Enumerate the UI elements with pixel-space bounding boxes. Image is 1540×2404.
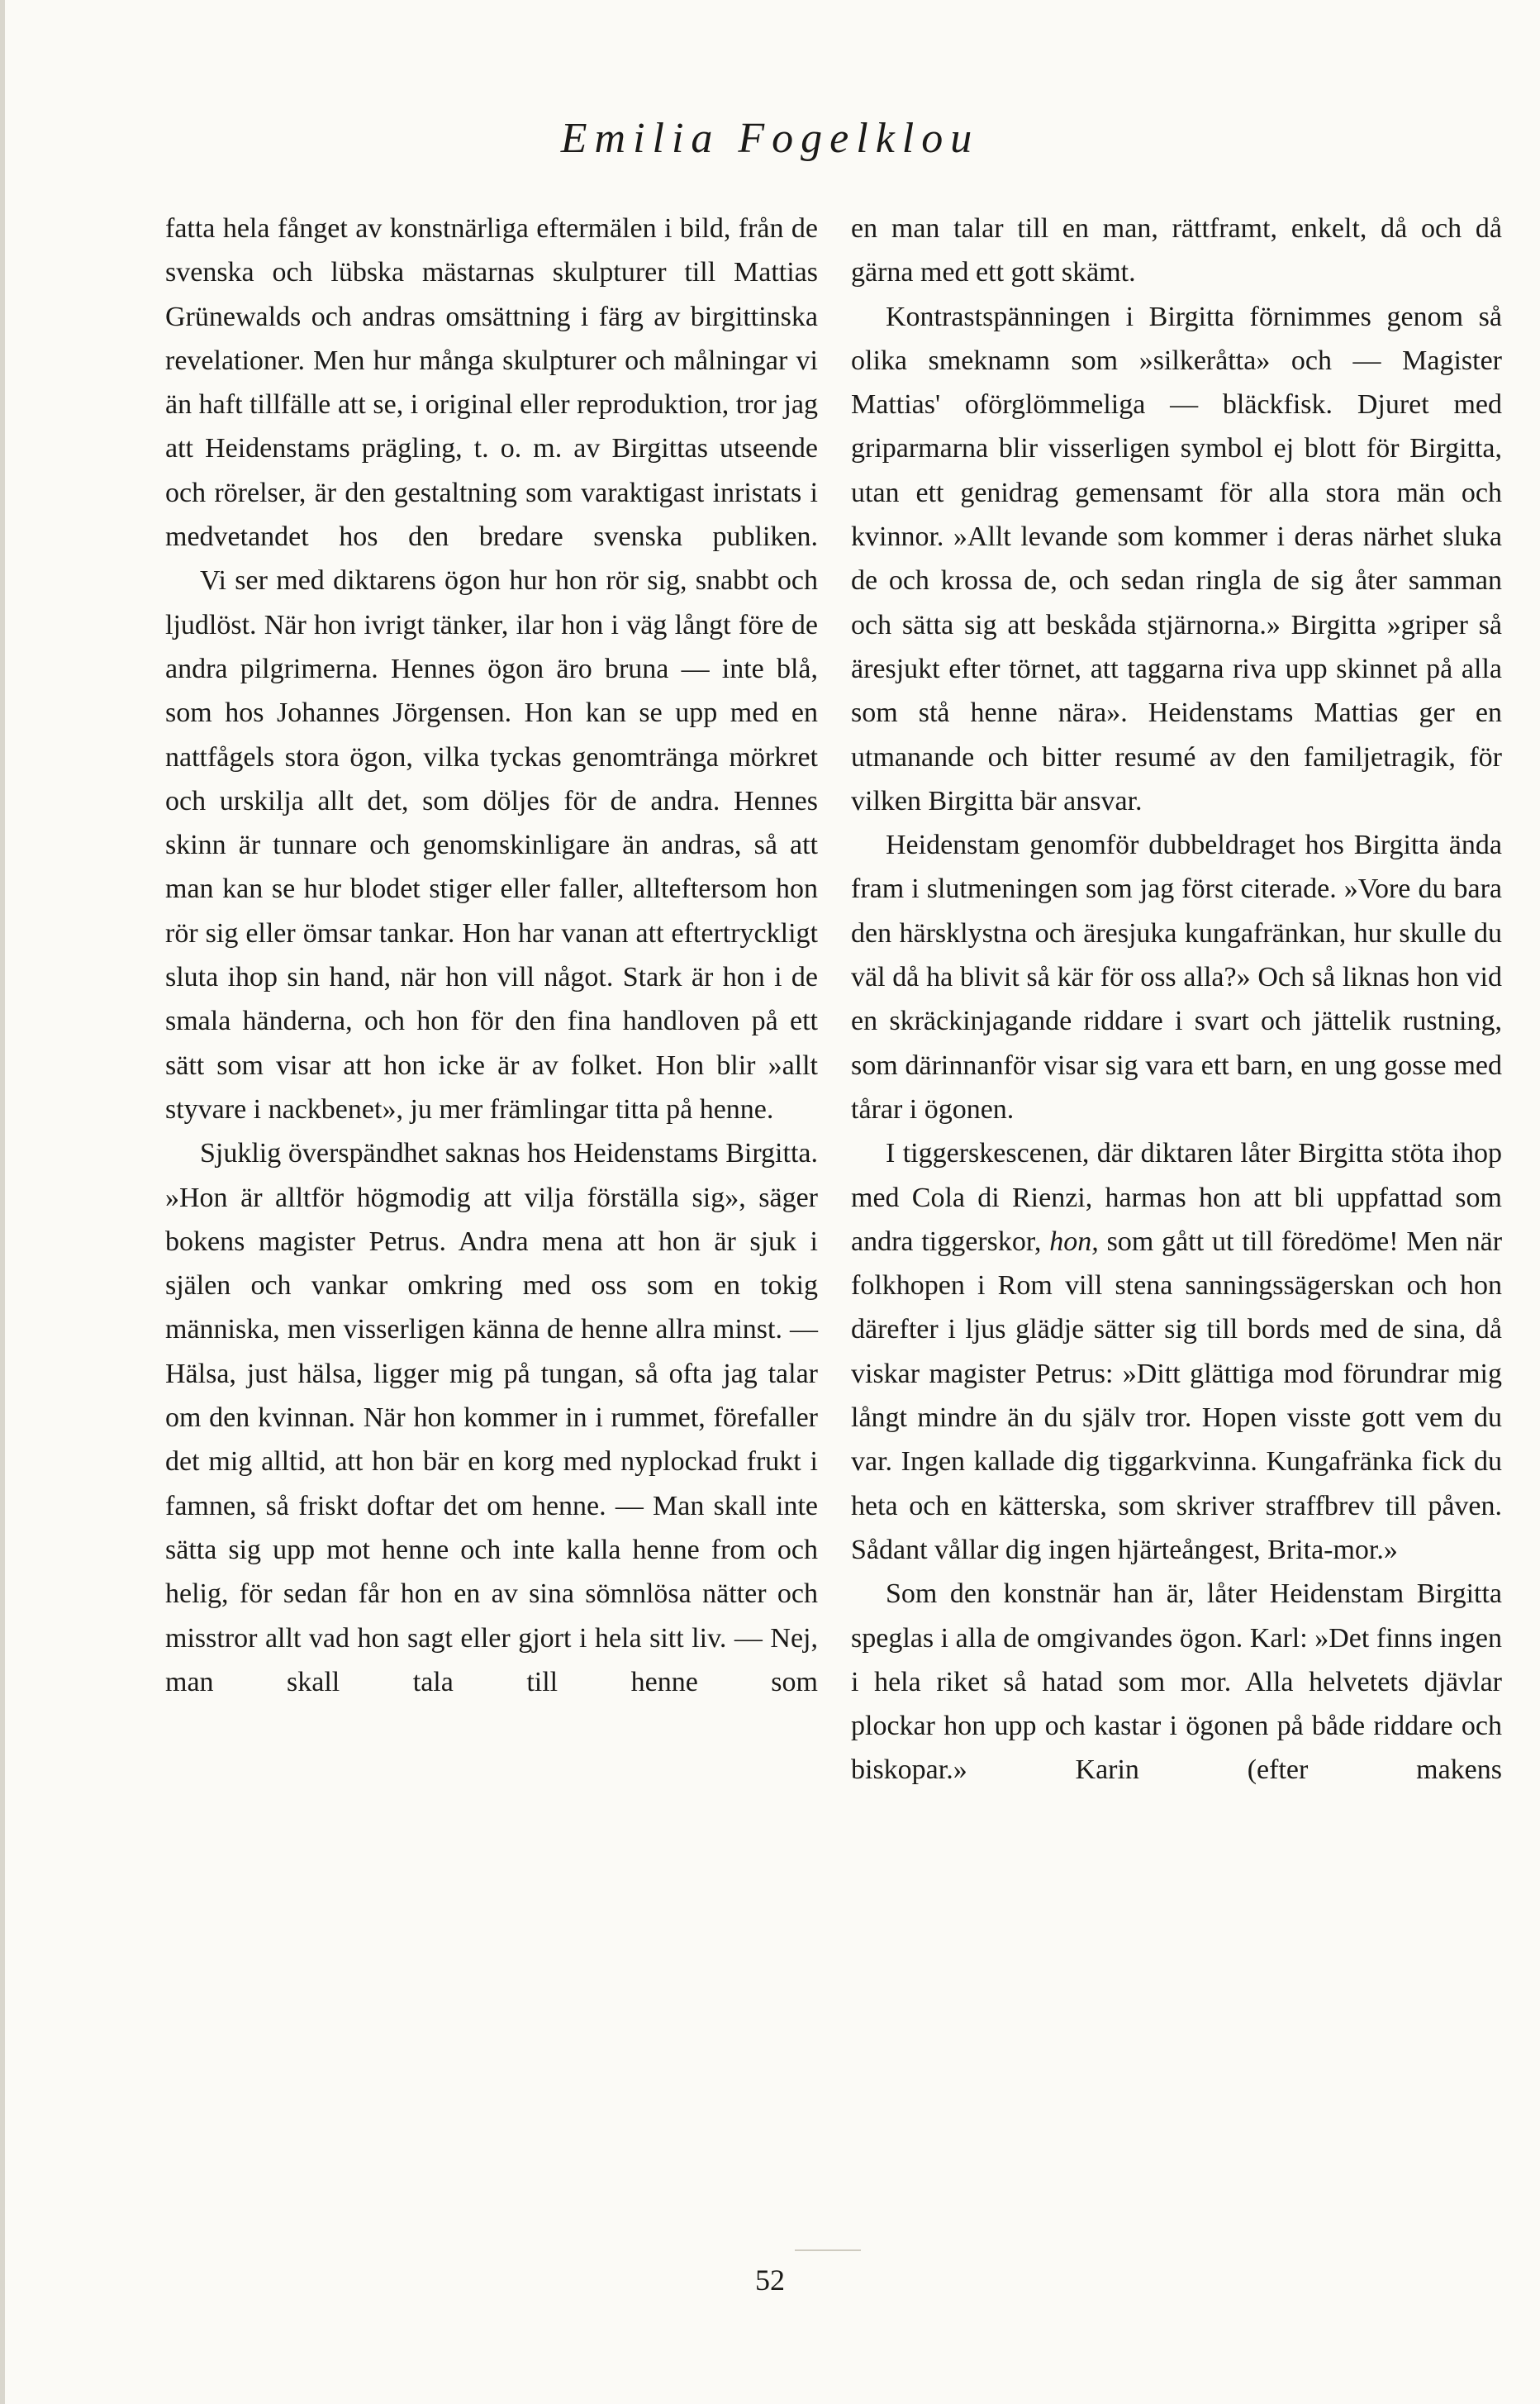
footer-rule [795,2249,861,2251]
page-number: 52 [755,2264,785,2297]
paragraph: Kontrastspänningen i Birgitta förnimmes genom så olika smeknamn som »silkeråtta» och — Magister Mattias' oförglömmeliga — bläckfisk. Djuret med griparmarna blir visserligen symbol ej blott för Birgitta, utan ett genidrag gemensamt för alla stora män och kvinnor. »Allt levande som kommer i deras närhet sluka de och krossa de, och sedan ringla de sig åter samman och sätta sig att beskåda stjärnorna.» Birgitta »griper så äresjukt efter törnet, att taggarna riva upp skinnet på alla som stå henne nära». Heidenstams Mattias ger en utmanande och bitter resumé av den familjetragik, för vilken Birgitta bär ansvar. [851,301,1502,816]
running-head-author: Emilia Fogelklou [560,115,980,162]
paragraph: Vi ser med diktarens ögon hur hon rör sig, snabbt och ljudlöst. När hon ivrigt tänker, ilar hon i väg långt före de andra pilgrimerna. Hennes ögon äro bruna — inte blå, som hos Johannes Jörgensen. Hon kan se upp med en nattfågels stora ögon, vilka tyckas genomtränga mörkret och urskilja allt det, som döljes för de andra. Hennes skinn är tunnare och genomskinligare än andras, så att man kan se hur blodet stiger eller faller, allteftersom hon rör sig eller ömsar tankar. Hon har vanan att eftertryckligt sluta ihop sin hand, när hon vill något. Stark är hon i de smala händerna, och hon för den fina handloven på ett sätt som visar att hon icke är av folket. Hon blir »allt styvare i nackbenet», ju mer främlingar titta på henne. [165,565,818,1125]
paragraph: Heidenstam genomför dubbeldraget hos Birgitta ända fram i slutmeningen som jag först citerade. »Vore du bara den härsklystna och äresjuka kungafränkan, hur skulle du väl då ha blivit så kär för oss alla?» Och så liknas hon vid en skräckinjagande riddare i svart och jättelik rustning, som därinnanför visar sig vara ett barn, en ung gosse med tårar i ögonen. [851,830,1502,1125]
left-column [165,207,818,1704]
paragraph-text: I tiggerskescenen, där diktaren låter Birgitta stöta ihop med Cola di Rienzi, harmas hon att bli uppfattad som andra tiggerskor, [851,1138,1502,1257]
italic-word: hon, [1049,1226,1099,1257]
paragraph: Som den konstnär han är, låter Heidenstam Birgitta speglas i alla de omgivandes ögon. Karl: »Det finns ingen i hela riket så hatad som mor. Alla helvetets djävlar plockar hon upp och kastar i ögonen på både riddare och biskopar.» Karin (efter makens [851,1578,1502,1786]
paragraph [851,1131,1502,1572]
paragraph: en man talar till en man, rättframt, enkelt, då och då gärna med ett gott skämt. [851,213,1502,288]
paragraph: fatta hela fånget av konstnärliga eftermälen i bild, från de svenska och lübska mästarnas skulpturer till Mattias Grünewalds och andras omsättning i färg av birgittinska revelationer. Men hur många skulpturer och målningar vi än haft tillfälle att se, i original eller reproduktion, tror jag att Heidenstams prägling, t. o. m. av Birgittas utseende och rörelser, är den gestaltning som varaktigast inristats i medvetandet hos den bredare svenska publiken. [165,213,818,553]
paragraph: Sjuklig överspändhet saknas hos Heidenstams Birgitta. »Hon är alltför högmodig att vilja förställa sig», säger bokens magister Petrus. Andra mena att hon är sjuk i själen och vankar omkring med oss som en tokig människa, men visserligen känna de henne allra minst. — Hälsa, just hälsa, ligger mig på tungan, så ofta jag talar om den kvinnan. När hon kommer in i rummet, förefaller det mig alltid, att hon bär en korg med nyplockad frukt i famnen, så friskt doftar det om henne. — Man skall inte sätta sig upp mot henne och inte kalla henne from och helig, för sedan får hon en av sina sömnlösa nätter och misstror allt vad hon sagt eller gjort i hela sitt liv. — Nej, man skall tala till henne som [165,1138,818,1697]
right-column [851,207,1502,1792]
page-edge [0,0,5,2404]
paragraph-text: som gått ut till föredöme! Men när folkhopen i Rom vill stena sanningssägerskan och hon därefter i ljus glädje sätter sig till bords med de sina, då viskar magister Petrus: »Ditt glättiga mod förundrar mig långt mindre än du själv tror. Hopen visste gott vem du var. Ingen kallade dig tiggarkvinna. Kungafränka fick du heta och en kätterska, som skriver straffbrev till påven. Sådant vållar dig ingen hjärteångest, Brita-mor.» [851,1226,1503,1565]
